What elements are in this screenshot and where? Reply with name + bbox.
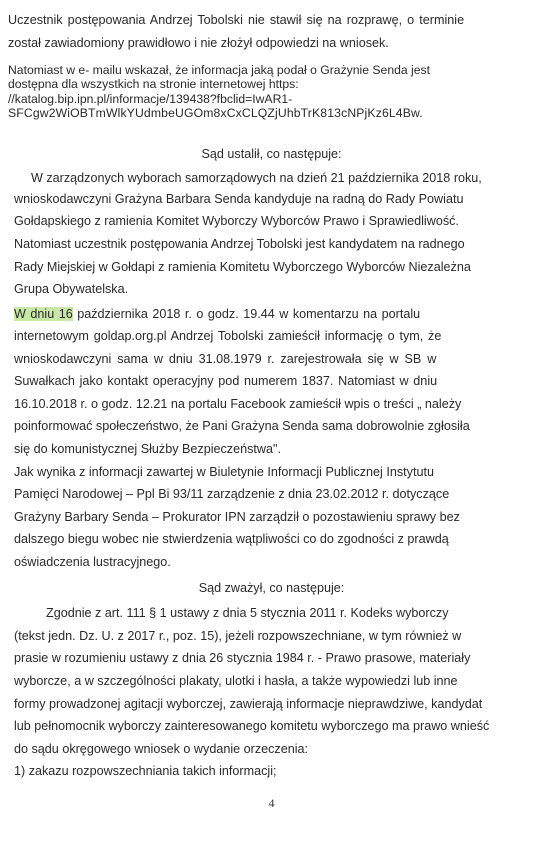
text-line: wnioskodawczyni Grażyna Barbara Senda kandyduje na radną do Rady Powiatu bbox=[14, 192, 464, 206]
text-line: 16.10.2018 r. o godz. 12.21 na portalu Facebook zamieścił wpis o treści „ należy bbox=[14, 397, 462, 411]
text-line: Natomiast uczestnik postępowania Andrzej Tobolski jest kandydatem na radnego bbox=[14, 237, 465, 251]
list-item: 1) zakazu rozpowszechniania takich informacji; bbox=[14, 764, 277, 778]
page-number: 4 bbox=[268, 796, 275, 810]
text-line: internetowym goldap.org.pl Andrzej Tobolski zamieścił informację o tym, że bbox=[14, 329, 442, 343]
url-line: //katalog.bip.ipn.pl/informacje/139438?fbclid=IwAR1- bbox=[8, 92, 293, 106]
text-line: oświadczenia lustracyjnego. bbox=[14, 555, 171, 569]
text-line: dalszego biegu wobec nie stwierdzenia wątpliwości co do zgodności z prawdą bbox=[14, 532, 449, 546]
url-line: SFCgw2WiOBTmWlkYUdmbeUGOm8xCxCLQZjUhbTrK813cNPjKz6L4Bw. bbox=[8, 106, 423, 120]
text-line: W zarządzonych wyborach samorządowych na dzień 21 października 2018 roku, bbox=[31, 171, 482, 185]
text-line: Zgodnie z art. 111 § 1 ustawy z dnia 5 stycznia 2011 r. Kodeks wyborczy bbox=[46, 606, 449, 620]
text-line: (tekst jedn. Dz. U. z 2017 r., poz. 15), jeżeli rozpowszechniane, w tym również w bbox=[14, 629, 462, 643]
text-line: Grupa Obywatelska. bbox=[14, 282, 129, 296]
text-line: lub pełnomocnik wyborczy zainteresowanego komitetu wyborczego ma prawo wnieść bbox=[14, 719, 490, 733]
text-line: formy prowadzonej agitacji wyborczej, zawierają informacje nieprawdziwe, kandydat bbox=[14, 697, 483, 711]
text-line: Pamięci Narodowej – Ppl Bi 93/11 zarządzenie z dnia 23.02.2012 r. dotyczące bbox=[14, 487, 450, 501]
text-line: Gołdapskiego z ramienia Komitet Wyborczy Wyborców Prawo i Sprawiedliwość. bbox=[14, 214, 459, 228]
text-line: wnioskodawczyni sama w dniu 31.08.1979 r. zarejestrowała się w SB w bbox=[14, 352, 437, 366]
text-span: października 2018 r. o godz. 19.44 w komentarzu na portalu bbox=[72, 307, 421, 321]
text-line: Grażyny Barbary Senda – Prokurator IPN zarządził o pozostawieniu sprawy bez bbox=[14, 510, 460, 524]
text-line: do sądu okręgowego wniosek o wydanie orzeczenia: bbox=[14, 742, 309, 756]
text-line: Natomiast w e- mailu wskazał, że informacja jaką podał o Grażynie Senda jest bbox=[8, 63, 431, 77]
text-line: prasie w rozumieniu ustawy z dnia 26 stycznia 1984 r. - Prawo prasowe, materiały bbox=[14, 651, 471, 665]
text-line: się do komunistycznej Służby Bezpieczeństwa". bbox=[14, 442, 281, 456]
text-line: Rady Miejskiej w Gołdapi z ramienia Komitetu Wyborczego Wyborców Niezależna bbox=[14, 260, 471, 274]
section-heading: Sąd zważył, co następuje: bbox=[198, 581, 345, 595]
section-heading: Sąd ustalił, co następuje: bbox=[201, 147, 342, 161]
text-line: wyborcze, a w szczególności plakaty, ulotki i hasła, a także wypowiedzi lub inne bbox=[14, 674, 458, 688]
text-line: Jak wynika z informacji zawartej w Biuletynie Informacji Publicznej Instytutu bbox=[14, 465, 434, 479]
text-line: Suwałkach jako kontakt operacyjny pod numerem 1837. Natomiast w dniu bbox=[14, 374, 438, 388]
text-line: Uczestnik postępowania Andrzej Tobolski nie stawił się na rozprawę, o terminie bbox=[8, 13, 465, 27]
highlighted-text: W dniu 16 bbox=[14, 307, 73, 321]
text-line: poinformować społeczeństwo, że Pani Grażyna Senda sama dobrowolnie zgłosiła bbox=[14, 419, 470, 433]
text-line: został zawiadomiony prawidłowo i nie złożył odpowiedzi na wniosek. bbox=[8, 36, 389, 50]
text-line bbox=[14, 306, 420, 322]
text-line: dostępna dla wszystkich na stronie internetowej https: bbox=[8, 77, 299, 91]
